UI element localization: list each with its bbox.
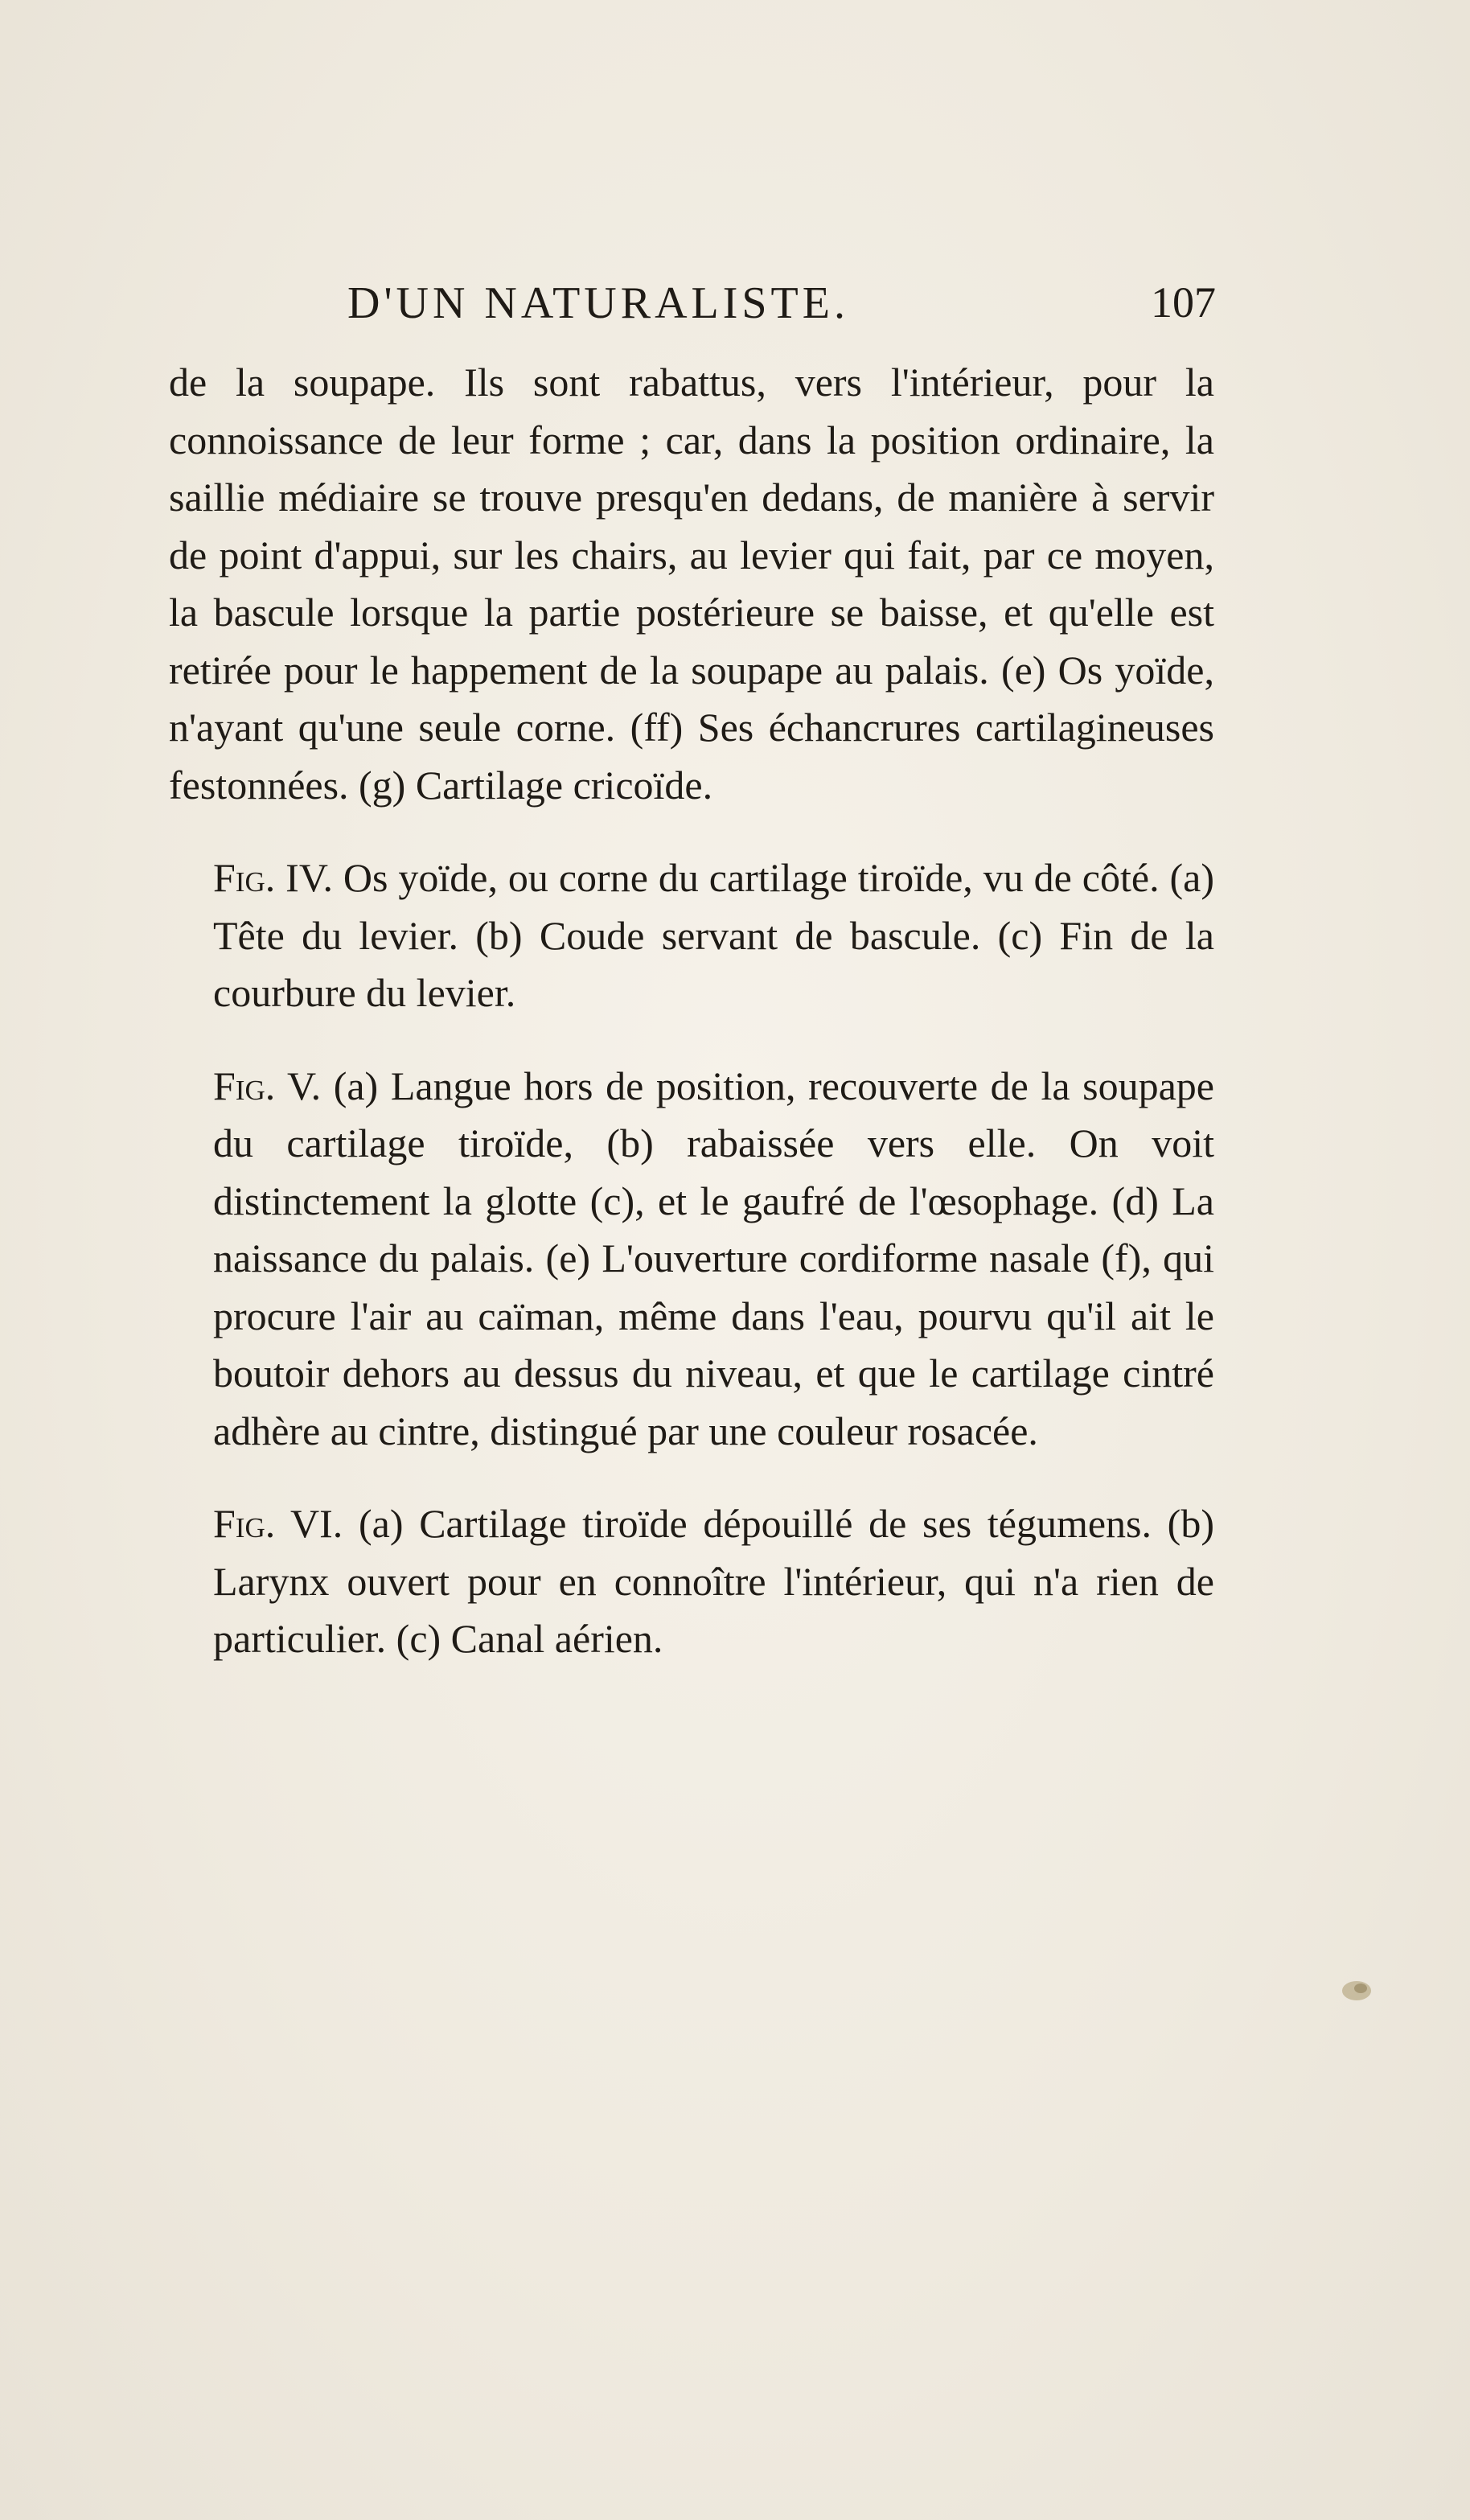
page-number: 107 xyxy=(1151,278,1216,327)
ink-stain xyxy=(1337,1975,1377,2007)
paragraph-text: de la soupape. Ils sont rabattus, vers l'intérieur, pour la connoissance de leur forme ; car, dans la position ordinaire, la saillie médiaire se trouve presqu'en dedans, de manière à servir de point d'appui, sur les chairs, au levier qui fait, par ce moyen, la bascule lorsque la partie postérieure se baisse, et qu'elle est retirée pour le happement de la soupape au palais. (e) Os yoïde, n'ayant qu'une seule corne. (ff) Ses échancrures cartilagineuses festonnées. (g) Cartilage cricoïde. xyxy=(169,360,1214,808)
paragraph-fig-iv xyxy=(169,849,1214,1022)
paragraph-fig-vi xyxy=(169,1495,1214,1668)
paragraph-continuation xyxy=(169,354,1214,814)
running-title: D'UN NATURALISTE. xyxy=(347,278,849,328)
page-header xyxy=(347,277,1216,342)
paragraph-text: (a) Cartilage tiroïde dépouillé de ses tégumens. (b) Larynx ouvert pour en connoître l'intérieur, qui n'a rien de particulier. (c) Canal aérien. xyxy=(213,1501,1214,1661)
paragraph-text: Os yoïde, ou corne du cartilage tiroïde, vu de côté. (a) Tête du levier. (b) Coude servant de bascule. (c) Fin de la courbure du levier. xyxy=(213,855,1214,1015)
page-body xyxy=(169,354,1214,1668)
paragraph-text: (a) Langue hors de position, recouverte de la soupape du cartilage tiroïde, (b) rabaissée vers elle. On voit distinctement la glotte (c), et le gaufré de l'œsophage. (d) La naissance du palais. (e) L'ouverture cordiforme nasale (f), qui procure l'air au caïman, même dans l'eau, pourvu qu'il ait le boutoir dehors au dessus du niveau, et que le cartilage cintré adhère au cintre, distingué par une couleur rosacée. xyxy=(213,1063,1215,1453)
paragraph-fig-v xyxy=(169,1058,1214,1461)
figure-label: Fig. VI. xyxy=(213,1501,343,1546)
figure-label: Fig. IV. xyxy=(213,855,333,900)
figure-label: Fig. V. xyxy=(213,1063,322,1108)
